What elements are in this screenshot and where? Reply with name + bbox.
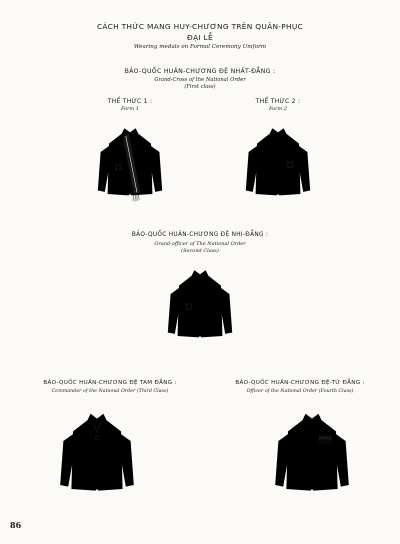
- page-title-line2: ĐẠI LỄ: [187, 33, 213, 42]
- jacket-illustration-form2: [243, 116, 313, 216]
- second-class-english-2: (Second Class): [181, 248, 219, 254]
- third-class-english: Commander of the National Order (Third Class): [51, 389, 169, 394]
- jacket-illustration-second-class: [165, 258, 235, 358]
- page-subtitle: Wearing medals on Formal Ceremony Uniform: [133, 44, 267, 50]
- form1-english: Form 1: [120, 106, 140, 112]
- fourth-class-english: Officer of the National Order (Fourth Class): [246, 389, 354, 394]
- page-title: CÁCH THỨC MANG HUY-CHƯƠNG TRÊN QUÂN-PHỤC: [96, 22, 304, 31]
- form1-label: THỂ THỨC 1 :: [107, 98, 153, 105]
- jacket-illustration-third-class: [57, 400, 137, 514]
- second-class-english: Grand-officer of The National Order: [154, 241, 246, 247]
- page-number: 86: [10, 520, 22, 530]
- jacket-illustration-fourth-class: [272, 400, 352, 514]
- first-class-english: Grand-Cross of the National Order: [154, 77, 246, 83]
- first-class-english-2: (First class): [184, 84, 216, 90]
- jacket-illustration-form1: [95, 116, 165, 216]
- form2-label: THỂ THỨC 2 :: [255, 98, 301, 105]
- second-class-heading: BẢO-QUỐC HUÂN-CHƯƠNG ĐỆ NHỊ-ĐẲNG :: [131, 232, 269, 238]
- form2-english: Form 2: [268, 106, 288, 112]
- fourth-class-heading: BẢO-QUỐC HUÂN-CHƯƠNG ĐỆ-TỨ ĐẲNG :: [235, 380, 365, 386]
- third-class-heading: BẢO-QUỐC HUÂN-CHƯƠNG ĐỆ TAM ĐẲNG :: [43, 380, 177, 386]
- first-class-heading: BẢO-QUỐC HUÂN-CHƯƠNG ĐỆ NHẤT-ĐẲNG :: [124, 68, 276, 75]
